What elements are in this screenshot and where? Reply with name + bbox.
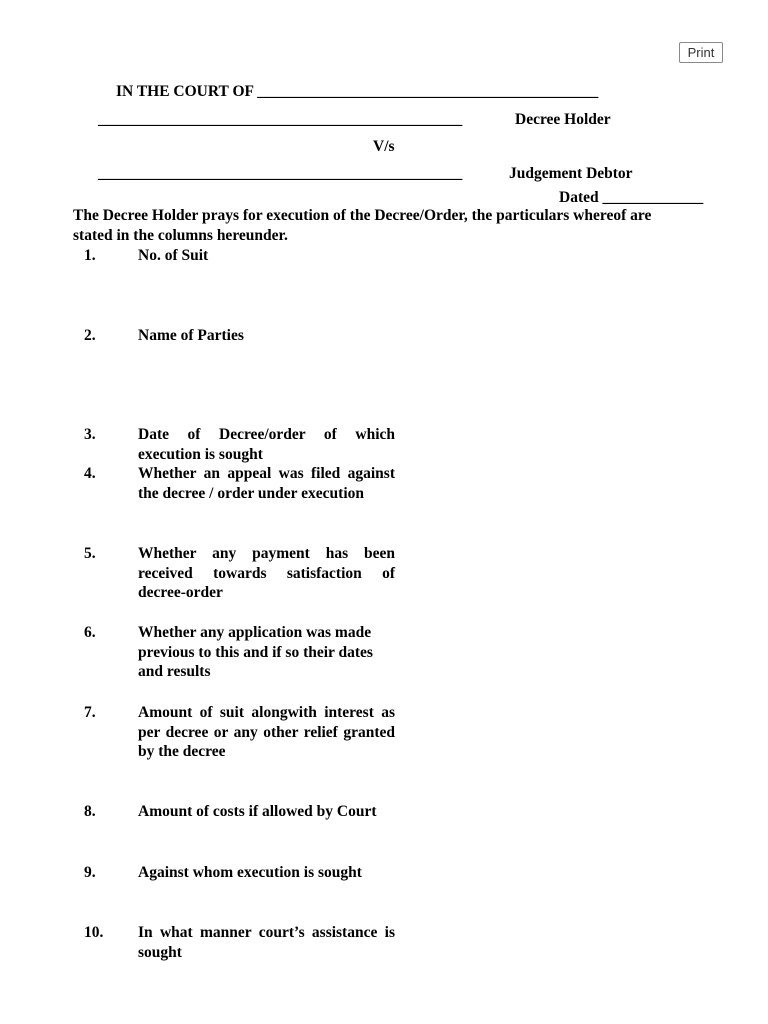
item-label: Whether any application was made previous to this and if so their dates and results — [138, 624, 373, 680]
item-label: Name of Parties — [138, 327, 244, 344]
item-number: 2. — [84, 327, 96, 344]
dated-line: Dated _____________ — [559, 189, 704, 206]
item-number: 6. — [84, 624, 96, 641]
intro-paragraph: The Decree Holder prays for execution of the Decree/Order, the particulars whereof are stated in the columns hereunder. — [73, 207, 652, 244]
item-number: 8. — [84, 803, 96, 820]
decree-holder-blank: _______________________________________________ — [98, 111, 463, 128]
item-number: 5. — [84, 545, 96, 562]
item-label: Against whom execution is sought — [138, 864, 362, 881]
item-number: 1. — [84, 247, 96, 264]
item-label: Whether any payment has been received towards satisfaction of decree-order — [138, 545, 395, 601]
item-label: No. of Suit — [138, 247, 209, 264]
item-number: 3. — [84, 426, 96, 443]
decree-holder-label: Decree Holder — [515, 111, 611, 128]
court-line: IN THE COURT OF ____________________________________________ — [116, 83, 599, 100]
judgement-debtor-blank: _______________________________________________ — [98, 165, 463, 182]
versus-label: V/s — [373, 138, 395, 155]
print-button[interactable]: Print — [679, 42, 723, 63]
item-label: Whether an appeal was filed against the decree / order under execution — [138, 465, 395, 502]
item-number: 9. — [84, 864, 96, 881]
item-number: 4. — [84, 465, 96, 482]
judgement-debtor-label: Judgement Debtor — [509, 165, 633, 182]
item-number: 7. — [84, 704, 96, 721]
item-label: Amount of suit alongwith interest as per decree or any other relief granted by the decree — [138, 704, 395, 760]
item-label: Date of Decree/order of which execution is sought — [138, 426, 395, 463]
item-label: In what manner court’s assistance is sought — [138, 924, 395, 961]
item-label: Amount of costs if allowed by Court — [138, 803, 377, 820]
item-number: 10. — [84, 924, 104, 941]
